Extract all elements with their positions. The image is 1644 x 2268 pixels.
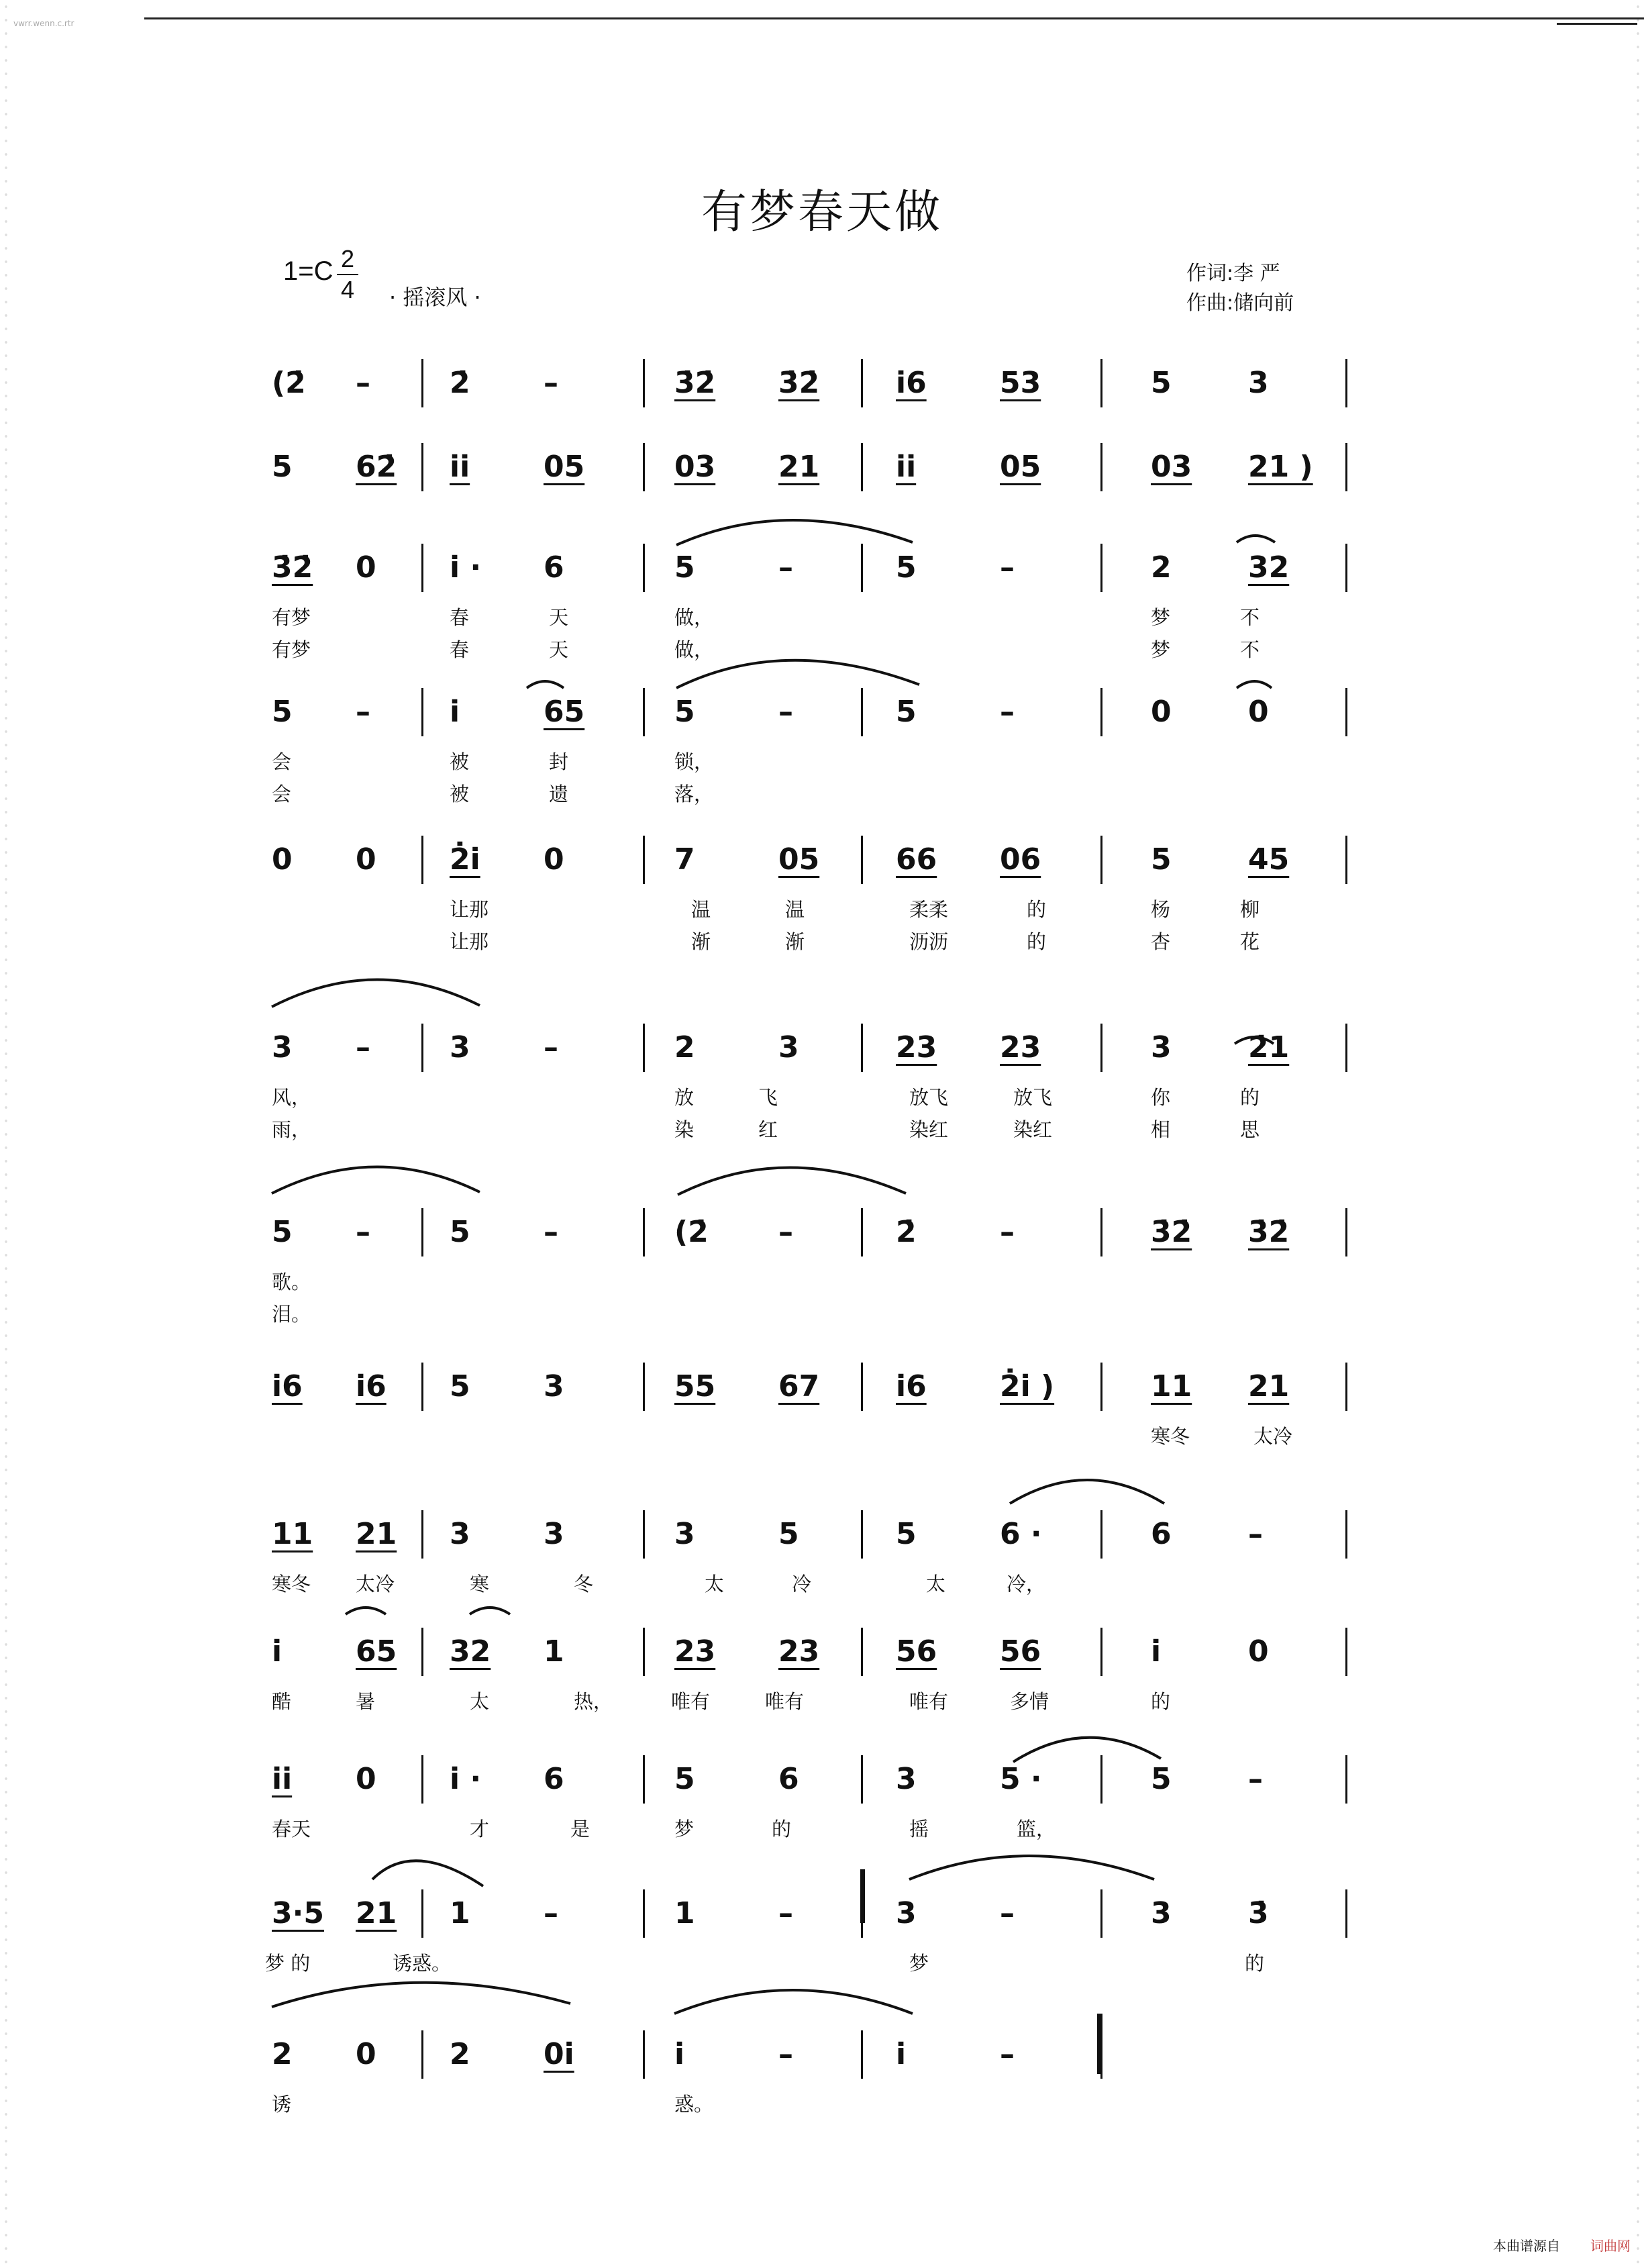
note: 23 bbox=[778, 1634, 820, 1669]
slur bbox=[1010, 1480, 1164, 1503]
note: – bbox=[544, 366, 558, 400]
note: – bbox=[356, 1215, 370, 1249]
note: 56 bbox=[896, 1634, 937, 1669]
note: 3 bbox=[1151, 1030, 1172, 1065]
lyric: 让那 bbox=[450, 930, 489, 953]
note: 0 bbox=[544, 842, 564, 877]
note: 1 bbox=[674, 1896, 695, 1930]
lyric: 太 bbox=[470, 1690, 490, 1713]
note: i̇ bbox=[896, 2037, 907, 2071]
note: 23 bbox=[1000, 1030, 1041, 1065]
lyric: 相 bbox=[1151, 1118, 1171, 1141]
lyric: 太冷 bbox=[356, 1573, 395, 1595]
song-title: 有梦春天做 bbox=[701, 186, 943, 239]
lyric: 冬 bbox=[574, 1573, 594, 1595]
note: 6 bbox=[778, 1762, 799, 1796]
lyric: 太 bbox=[926, 1573, 946, 1595]
note: 21 bbox=[1248, 1369, 1290, 1403]
note: 3̇2̇ bbox=[272, 550, 313, 585]
note: 2̇i̇ bbox=[450, 842, 480, 877]
lyric: 做， bbox=[674, 606, 714, 629]
lyric: 寒冬 bbox=[272, 1573, 311, 1595]
lyric: 才 bbox=[470, 1818, 490, 1840]
lyric: 花 bbox=[1240, 930, 1260, 953]
lyric: 酷 bbox=[272, 1690, 292, 1713]
note: – bbox=[778, 1896, 793, 1930]
note: 5 · bbox=[1000, 1762, 1042, 1796]
lyric: 唯有 bbox=[765, 1690, 805, 1713]
lyric: 放飞 bbox=[909, 1086, 949, 1109]
lyric: 风， bbox=[272, 1086, 311, 1109]
lyric: 春 bbox=[450, 638, 470, 661]
note: 5 bbox=[272, 450, 293, 484]
note: 3 bbox=[450, 1030, 470, 1065]
note: (2̇ bbox=[272, 366, 306, 400]
note: 3 bbox=[896, 1762, 917, 1796]
note: 32 bbox=[1248, 550, 1290, 585]
note: i̇i̇ bbox=[450, 450, 470, 484]
note: i̇6 bbox=[356, 1369, 387, 1403]
lyric: 梦 的 bbox=[265, 1952, 311, 1975]
note: 3 bbox=[778, 1030, 799, 1065]
note: 3 bbox=[450, 1517, 470, 1551]
lyric: 被 bbox=[450, 750, 470, 773]
lyric: 春 bbox=[450, 606, 470, 629]
lyric: 梦 bbox=[909, 1952, 929, 1975]
lyric: 梦 bbox=[1151, 606, 1171, 629]
note: – bbox=[356, 1030, 370, 1065]
note: 67 bbox=[778, 1369, 820, 1403]
note: 6 · bbox=[1000, 1517, 1042, 1551]
lyric: 飞 bbox=[758, 1086, 778, 1109]
slur bbox=[678, 1167, 906, 1195]
lyric: 雨， bbox=[272, 1118, 311, 1141]
note: 5 bbox=[778, 1517, 799, 1551]
note: 0 bbox=[356, 2037, 376, 2071]
slur bbox=[272, 1983, 570, 2007]
note: – bbox=[544, 1215, 558, 1249]
lyric: 的 bbox=[1027, 898, 1047, 921]
note: i̇6 bbox=[272, 1369, 303, 1403]
lyric: 温 bbox=[785, 898, 805, 921]
note: 0 bbox=[356, 1762, 376, 1796]
note: 0 bbox=[356, 550, 376, 585]
lyric: 梦 bbox=[1151, 638, 1171, 661]
note: 55 bbox=[674, 1369, 716, 1403]
lyric: 的 bbox=[1240, 1086, 1260, 1109]
lyric: 是 bbox=[570, 1818, 590, 1840]
lyric: 篮， bbox=[1017, 1818, 1056, 1840]
note: 65 bbox=[544, 695, 585, 729]
lyric: 寒冬 bbox=[1151, 1425, 1190, 1448]
lyric: 会 bbox=[272, 783, 292, 805]
top-corner-mark: vwrr.wenn.c.rtr bbox=[13, 19, 74, 28]
note: 2̇ bbox=[896, 1215, 917, 1249]
key-signature: 1=C bbox=[283, 256, 333, 286]
note: 2 bbox=[272, 2037, 293, 2071]
note: 5 bbox=[272, 1215, 293, 1249]
note: 23 bbox=[896, 1030, 937, 1065]
note: – bbox=[1000, 695, 1015, 729]
note: i̇6 bbox=[896, 366, 927, 400]
note: 0 bbox=[356, 842, 376, 877]
note: 3 bbox=[272, 1030, 293, 1065]
note: 5 bbox=[674, 550, 695, 585]
lyric: 落， bbox=[674, 783, 714, 805]
lyric: 柔柔 bbox=[909, 898, 949, 921]
lyric: 染 bbox=[674, 1118, 695, 1141]
note: 3̇2̇ bbox=[778, 366, 820, 400]
note: 21 bbox=[356, 1517, 397, 1551]
lyric: 多情 bbox=[1010, 1690, 1049, 1713]
lyric: 你 bbox=[1151, 1086, 1171, 1109]
slur bbox=[527, 681, 564, 688]
slur bbox=[676, 660, 919, 688]
lyric: 寒 bbox=[470, 1573, 490, 1595]
slur bbox=[372, 1861, 483, 1886]
note: 5 bbox=[272, 695, 293, 729]
lyric: 暑 bbox=[356, 1690, 376, 1713]
note: 3 bbox=[544, 1517, 564, 1551]
note: – bbox=[544, 1030, 558, 1065]
lyric: 让那 bbox=[450, 898, 489, 921]
note: 05 bbox=[1000, 450, 1041, 484]
note: 03 bbox=[1151, 450, 1192, 484]
lyric: 放飞 bbox=[1013, 1086, 1053, 1109]
lyric: 有梦 bbox=[272, 606, 311, 629]
slur bbox=[1235, 1037, 1274, 1044]
note: 5 bbox=[896, 1517, 917, 1551]
note: (2̇ bbox=[674, 1215, 709, 1249]
note: 7 bbox=[674, 842, 695, 877]
lyric: 红 bbox=[758, 1118, 778, 1141]
note: 3 bbox=[674, 1517, 695, 1551]
time-top: 2 bbox=[340, 245, 355, 273]
note: 65 bbox=[356, 1634, 397, 1669]
note: 53 bbox=[1000, 366, 1041, 400]
note: 66 bbox=[896, 842, 937, 877]
slur bbox=[674, 1990, 913, 2014]
note: i̇ · bbox=[450, 550, 482, 585]
note: – bbox=[1248, 1517, 1263, 1551]
note: i̇ bbox=[1151, 1634, 1162, 1669]
note: 11 bbox=[272, 1517, 313, 1551]
lyric: 杨 bbox=[1151, 898, 1171, 921]
note: 3 bbox=[1151, 1896, 1172, 1930]
slur bbox=[272, 979, 480, 1007]
lyric: 染红 bbox=[909, 1118, 949, 1141]
lyric: 的 bbox=[1245, 1952, 1265, 1975]
note: 0 bbox=[1248, 1634, 1269, 1669]
note: 6 bbox=[544, 550, 564, 585]
note: 0i̇ bbox=[544, 2037, 574, 2071]
lyric: 泪。 bbox=[272, 1303, 311, 1326]
note: 05 bbox=[544, 450, 585, 484]
note: 06 bbox=[1000, 842, 1041, 877]
lyric: 放 bbox=[674, 1086, 695, 1109]
slur bbox=[909, 1856, 1154, 1879]
lyric: 天 bbox=[549, 606, 569, 629]
note: 21 bbox=[356, 1896, 397, 1930]
lyric: 不 bbox=[1240, 606, 1260, 629]
lyric: 锁， bbox=[674, 750, 714, 773]
note: 0 bbox=[1248, 695, 1269, 729]
note: – bbox=[544, 1896, 558, 1930]
note: i̇ bbox=[450, 695, 460, 729]
note: 0 bbox=[1151, 695, 1172, 729]
note: i̇6 bbox=[896, 1369, 927, 1403]
note: 3 bbox=[1248, 366, 1269, 400]
note: – bbox=[778, 1215, 793, 1249]
note: 5 bbox=[674, 1762, 695, 1796]
note: i̇i̇ bbox=[896, 450, 917, 484]
note: 5 bbox=[674, 695, 695, 729]
note: – bbox=[778, 695, 793, 729]
note: 3 bbox=[896, 1896, 917, 1930]
note: 5 bbox=[896, 695, 917, 729]
note: 3 bbox=[544, 1369, 564, 1403]
note: 3̇ bbox=[1248, 1896, 1269, 1930]
lyric: 封 bbox=[549, 750, 569, 773]
note: 2̇1 bbox=[1248, 1030, 1290, 1065]
note: 6 bbox=[1151, 1517, 1172, 1551]
lyric: 春天 bbox=[272, 1818, 311, 1840]
lyric: 太冷 bbox=[1253, 1425, 1293, 1448]
note: i̇ bbox=[272, 1634, 282, 1669]
note: i̇i̇ bbox=[272, 1762, 293, 1796]
note: – bbox=[1000, 550, 1015, 585]
lyric: 遗 bbox=[549, 783, 569, 805]
lyric: 思 bbox=[1240, 1118, 1260, 1141]
note: 3̇2̇ bbox=[1151, 1215, 1192, 1249]
note: 62̇ bbox=[356, 450, 397, 484]
note: 3̇2̇ bbox=[1248, 1215, 1290, 1249]
lyric: 冷， bbox=[1007, 1573, 1046, 1595]
note: 23 bbox=[674, 1634, 716, 1669]
note: 32 bbox=[450, 1634, 491, 1669]
note: 21 ) bbox=[1248, 450, 1313, 484]
note: 5 bbox=[896, 550, 917, 585]
note: 3·5 bbox=[272, 1896, 324, 1930]
note: – bbox=[1000, 2037, 1015, 2071]
note: 2 bbox=[450, 2037, 470, 2071]
note: 2̇i̇ ) bbox=[1000, 1369, 1055, 1403]
note: i̇ bbox=[674, 2037, 685, 2071]
lyric: 渐 bbox=[691, 930, 711, 953]
lyricist: 作词:李 严 bbox=[1186, 262, 1280, 285]
footer-source: 本曲谱源自 bbox=[1493, 2238, 1560, 2254]
lyric: 沥沥 bbox=[909, 930, 949, 953]
lyric: 天 bbox=[549, 638, 569, 661]
note: 5 bbox=[450, 1215, 470, 1249]
note: 0 bbox=[272, 842, 293, 877]
lyric: 染红 bbox=[1013, 1118, 1053, 1141]
note: 5 bbox=[1151, 1762, 1172, 1796]
note: 5 bbox=[1151, 366, 1172, 400]
note: 2 bbox=[1151, 550, 1172, 585]
lyric: 不 bbox=[1240, 638, 1260, 661]
lyric: 的 bbox=[772, 1818, 792, 1840]
slur bbox=[1237, 681, 1272, 688]
lyric: 柳 bbox=[1240, 898, 1260, 921]
lyric: 的 bbox=[1151, 1690, 1171, 1713]
slur bbox=[346, 1608, 386, 1614]
note: 03 bbox=[674, 450, 716, 484]
note: i̇ · bbox=[450, 1762, 482, 1796]
note: 3̇2̇ bbox=[674, 366, 716, 400]
lyric: 梦 bbox=[674, 1818, 695, 1840]
note: 21 bbox=[778, 450, 820, 484]
slur bbox=[470, 1608, 510, 1614]
lyric: 温 bbox=[691, 898, 711, 921]
lyric: 有梦 bbox=[272, 638, 311, 661]
slur bbox=[676, 520, 913, 545]
lyric: 诱 bbox=[272, 2093, 292, 2116]
note: 6 bbox=[544, 1762, 564, 1796]
note: 5 bbox=[450, 1369, 470, 1403]
lyric: 冷 bbox=[792, 1573, 812, 1595]
lyric: 唯有 bbox=[671, 1690, 711, 1713]
note: – bbox=[356, 695, 370, 729]
note: 1 bbox=[544, 1634, 564, 1669]
note: 5 bbox=[1151, 842, 1172, 877]
note: 56 bbox=[1000, 1634, 1041, 1669]
slur bbox=[1237, 536, 1275, 542]
note: 45 bbox=[1248, 842, 1290, 877]
note: – bbox=[778, 550, 793, 585]
lyric: 的 bbox=[1027, 930, 1047, 953]
lyric: 惑。 bbox=[674, 2093, 714, 2116]
footer-site: 词曲网 bbox=[1590, 2238, 1631, 2254]
note: – bbox=[1248, 1762, 1263, 1796]
note: 2 bbox=[674, 1030, 695, 1065]
lyric: 会 bbox=[272, 750, 292, 773]
lyric: 做， bbox=[674, 638, 714, 661]
note: – bbox=[778, 2037, 793, 2071]
lyric: 渐 bbox=[785, 930, 805, 953]
note: 1 bbox=[450, 1896, 470, 1930]
note: – bbox=[356, 366, 370, 400]
note: 2̇ bbox=[450, 366, 470, 400]
style-label: · 摇滚风 · bbox=[389, 285, 481, 310]
lyric: 摇 bbox=[909, 1818, 929, 1840]
lyric: 诱惑。 bbox=[393, 1952, 452, 1975]
lyric: 歌。 bbox=[272, 1271, 311, 1293]
slur bbox=[1013, 1738, 1161, 1762]
lyric: 热， bbox=[574, 1690, 613, 1713]
time-bottom: 4 bbox=[340, 276, 355, 303]
note: 05 bbox=[778, 842, 820, 877]
note: – bbox=[1000, 1215, 1015, 1249]
lyric: 被 bbox=[450, 783, 470, 805]
composer: 作曲:储向前 bbox=[1186, 291, 1294, 315]
slur bbox=[272, 1167, 480, 1193]
lyric: 唯有 bbox=[909, 1690, 949, 1713]
note: 11 bbox=[1151, 1369, 1192, 1403]
note: – bbox=[1000, 1896, 1015, 1930]
lyric: 太 bbox=[705, 1573, 725, 1595]
lyric: 杏 bbox=[1151, 930, 1171, 953]
